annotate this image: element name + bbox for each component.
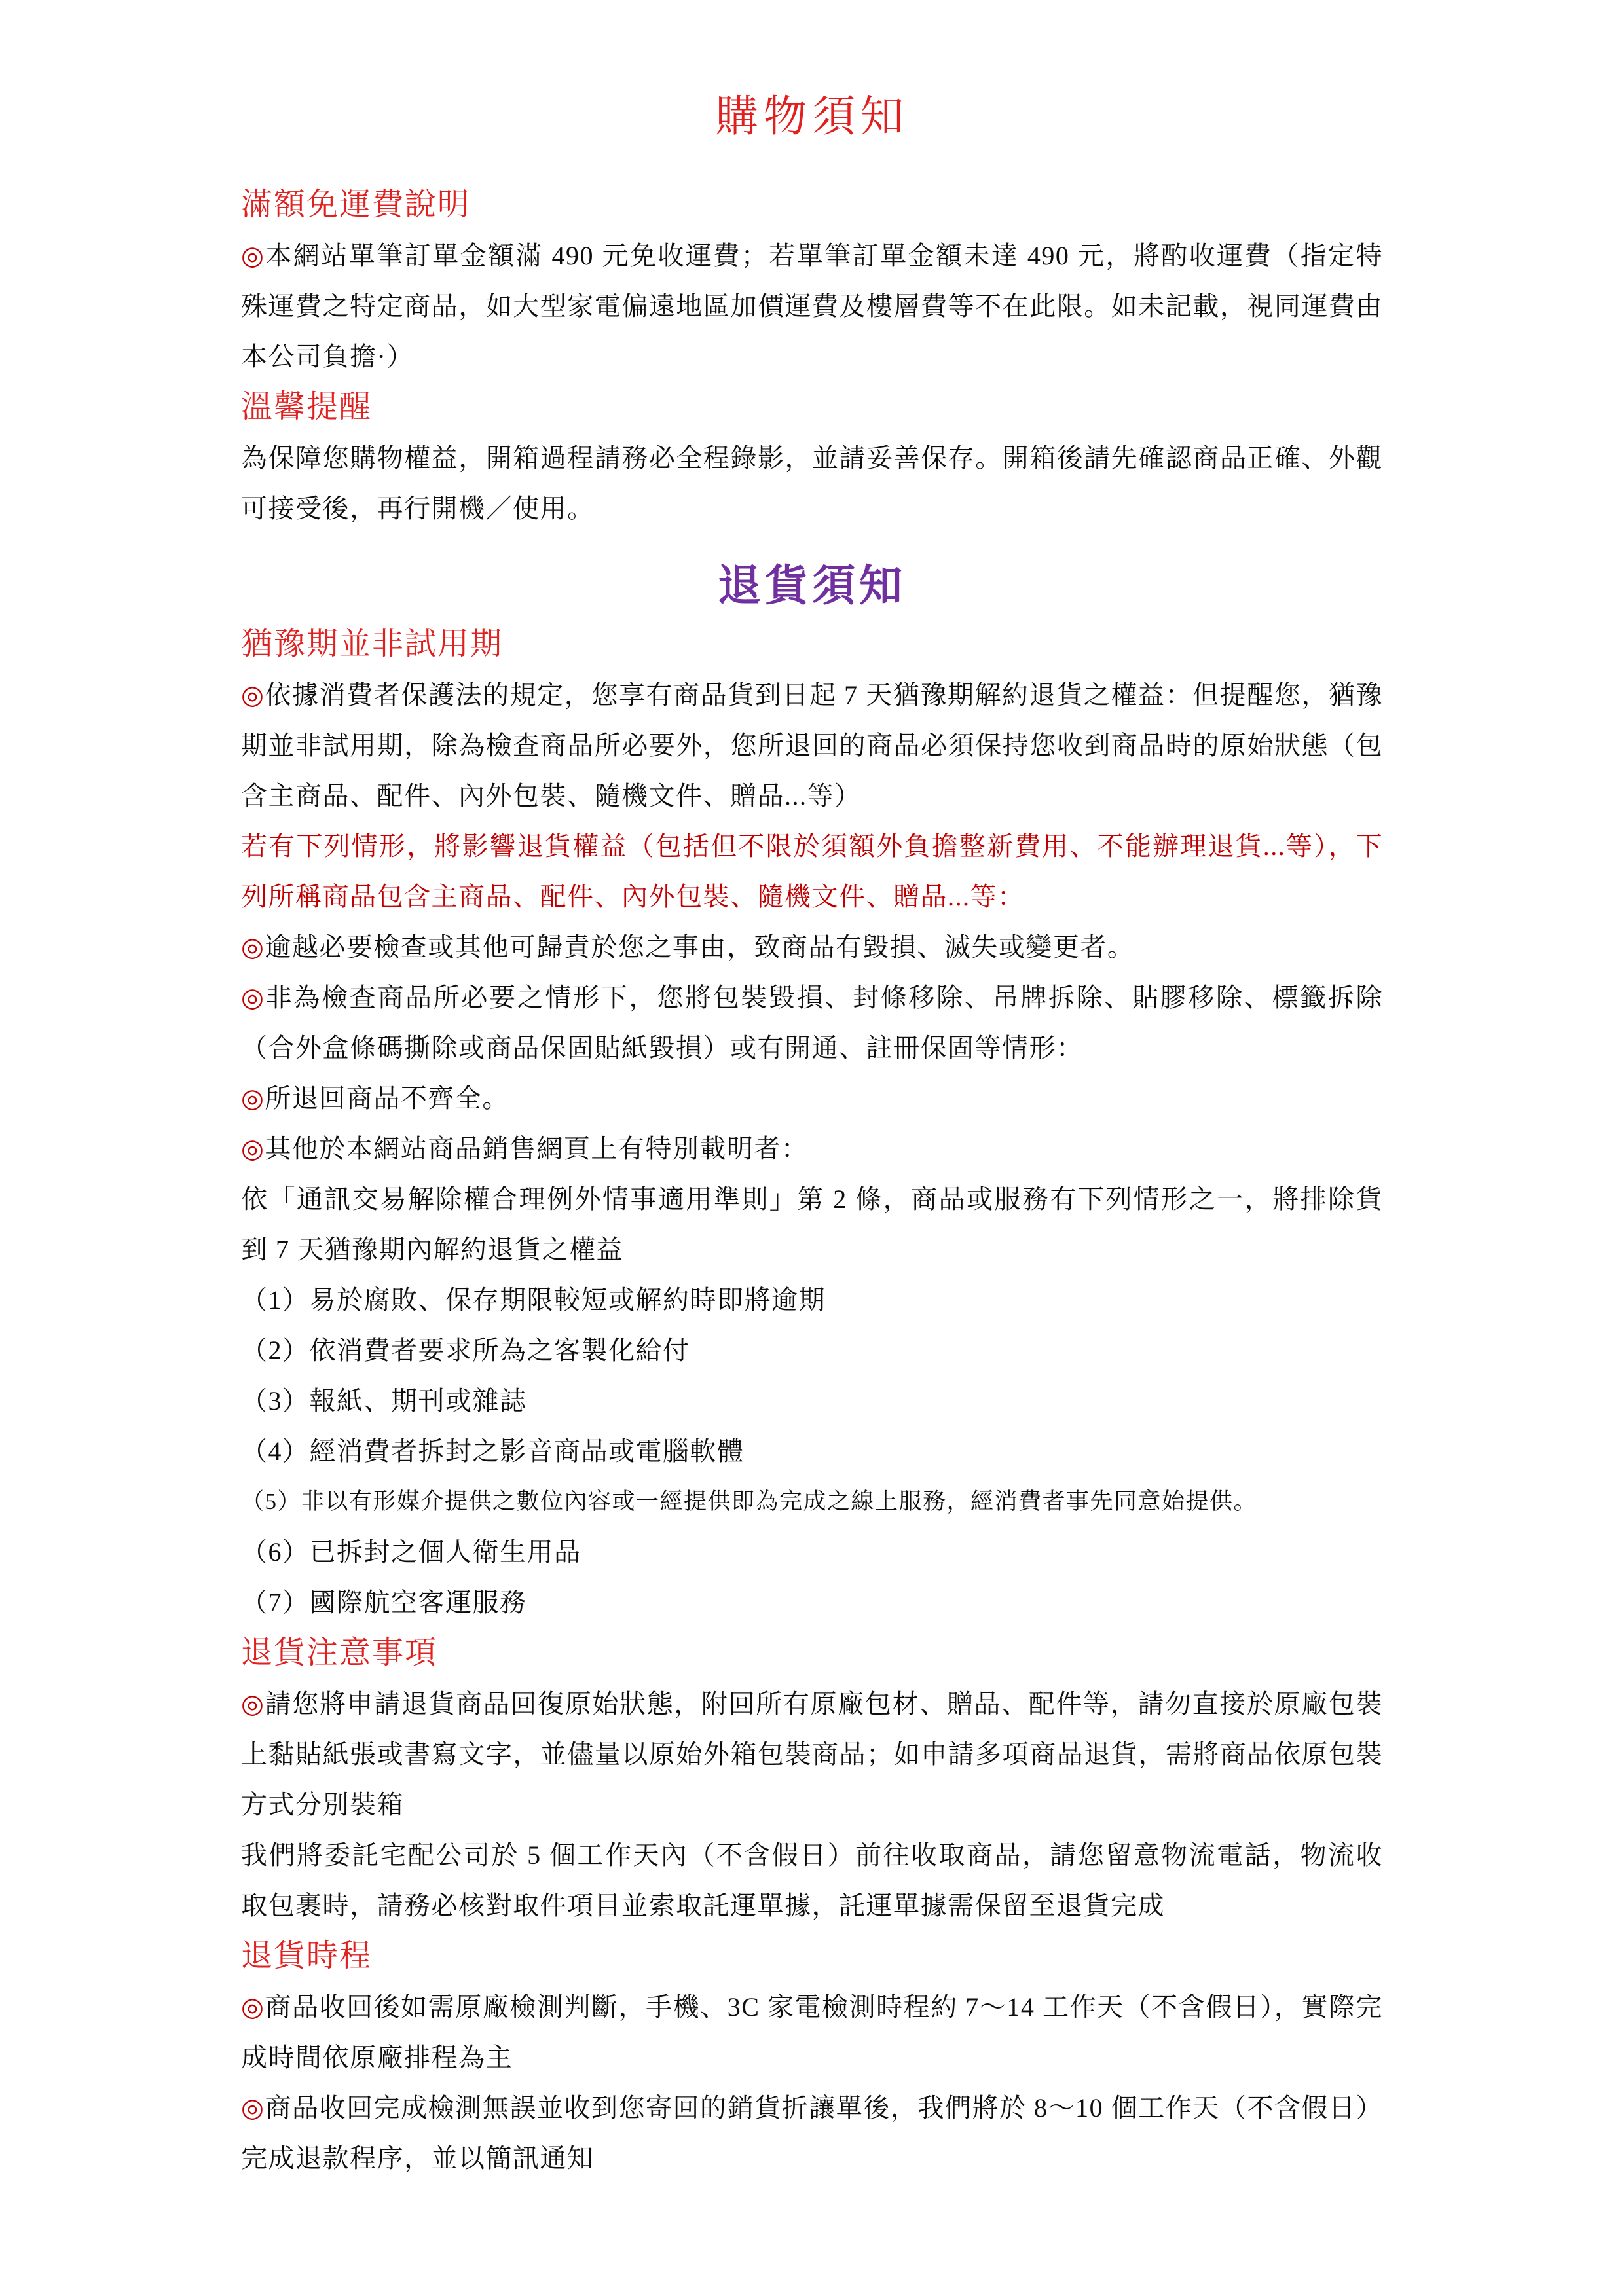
circle-bullet-icon: ◎ [241, 983, 266, 1012]
return-rights-warning-paragraph [241, 821, 1383, 922]
return-notes-pickup-text: 我們將委託宅配公司於 5 個工作天內（不含假日）前往收取商品，請您留意物流電話，物流收取包裹時，請務必核對取件項目並索取託運單據，託運單據需保留至退貨完成 [241, 1840, 1383, 1920]
condition-exceed-inspection-paragraph [241, 922, 1383, 972]
circle-bullet-icon: ◎ [241, 241, 266, 270]
exclusion-item-4: （4）經消費者拆封之影音商品或電腦軟體 [241, 1436, 745, 1466]
exclusion-item-5: （5）非以有形媒介提供之數位內容或一經提供即為完成之線上服務，經消費者事先同意始提供。 [241, 1489, 1258, 1514]
condition-incomplete-return-paragraph [241, 1073, 1383, 1123]
condition-incomplete-return-text: 所退回商品不齊全。 [265, 1084, 509, 1113]
schedule-refund-text: 商品收回完成檢測無誤並收到您寄回的銷貨折讓單後，我們將於 8～10 個工作天（不含假日）完成退款程序，並以簡訊通知 [241, 2093, 1384, 2173]
law-basis-text: 依「通訊交易解除權合理例外情事適用準則」第 2 條，商品或服務有下列情形之一，將排除貨到 7 天猶豫期內解約退貨之權益 [241, 1184, 1383, 1264]
shopping-notice-title: 購物須知 [715, 93, 909, 141]
warm-reminder-text: 為保障您購物權益，開箱過程請務必全程錄影，並請妥善保存。開箱後請先確認商品正確、外觀可接受後，再行開機／使用。 [241, 443, 1383, 523]
return-notice-title: 退貨須知 [718, 561, 906, 610]
warm-reminder-paragraph [241, 433, 1383, 534]
schedule-inspection-text: 商品收回後如需原廠檢測判斷，手機、3C 家電檢測時程約 7～14 工作天（不含假日），實際完成時間依原廠排程為主 [241, 1992, 1383, 2072]
heading-free-shipping: 滿額免運費說明 [241, 187, 471, 222]
exclusion-item-1: （1）易於腐敗、保存期限較短或解約時即將逾期 [241, 1285, 826, 1315]
heading-return-schedule: 退貨時程 [241, 1939, 373, 1973]
heading-warm-reminder: 溫馨提醒 [241, 390, 373, 424]
return-notes-packing-paragraph [241, 1679, 1383, 1830]
hesitation-intro-paragraph [241, 670, 1383, 821]
exclusion-item-2: （2）依消費者要求所為之客製化給付 [241, 1336, 690, 1365]
circle-bullet-icon: ◎ [241, 2093, 265, 2123]
return-rights-warning-text: 若有下列情形，將影響退貨權益（包括但不限於須額外負擔整新費用、不能辦理退貨...等），下列所稱商品包含主商品、配件、內外包裝、隨機文件、贈品...等： [241, 831, 1383, 911]
return-notes-packing-text: 請您將申請退貨商品回復原始狀態，附回所有原廠包材、贈品、配件等，請勿直接於原廠包裝上黏貼紙張或書寫文字，並儘量以原始外箱包裝商品；如申請多項商品退貨，需將商品依原包裝方式分別裝箱 [241, 1689, 1384, 1819]
circle-bullet-icon: ◎ [241, 1689, 265, 1719]
circle-bullet-icon: ◎ [241, 1134, 265, 1163]
condition-packaging-damage-paragraph [241, 972, 1383, 1073]
condition-exceed-inspection-text: 逾越必要檢查或其他可歸責於您之事由，致商品有毀損、滅失或變更者。 [265, 932, 1135, 962]
exclusion-item-3: （3）報紙、期刊或雜誌 [241, 1386, 527, 1415]
circle-bullet-icon: ◎ [241, 1992, 265, 2022]
circle-bullet-icon: ◎ [241, 932, 265, 962]
hesitation-intro-text: 依據消費者保護法的規定，您享有商品貨到日起 7 天猶豫期解約退貨之權益：但提醒您，猶豫期並非試用期，除為檢查商品所必要外，您所退回的商品必須保持您收到商品時的原始狀態（包含主商品、配件、內外包裝、隨機文件、贈品...等） [241, 680, 1384, 811]
heading-return-notes: 退貨注意事項 [241, 1635, 438, 1670]
return-notes-pickup-paragraph [241, 1830, 1383, 1931]
exclusion-item-6: （6）已拆封之個人衛生用品 [241, 1537, 581, 1567]
circle-bullet-icon: ◎ [241, 680, 265, 710]
heading-hesitation-period: 猶豫期並非試用期 [241, 627, 504, 661]
condition-packaging-damage-text: 非為檢查商品所必要之情形下，您將包裝毀損、封條移除、吊牌拆除、貼膠移除、標籤拆除（合外盒條碼撕除或商品保固貼紙毀損）或有開通、註冊保固等情形： [241, 983, 1383, 1063]
circle-bullet-icon: ◎ [241, 1084, 265, 1113]
free-shipping-policy-text: 本網站單筆訂單金額滿 490 元免收運費；若單筆訂單金額未達 490 元，將酌收運費（指定特殊運費之特定商品，如大型家電偏遠地區加價運費及樓層費等不在此限。如未記載，視同運費由本公司負擔·） [241, 241, 1384, 371]
condition-special-notes-paragraph [241, 1123, 1383, 1174]
free-shipping-policy-paragraph [241, 230, 1383, 382]
schedule-inspection-paragraph [241, 1982, 1383, 2083]
schedule-refund-paragraph [241, 2083, 1383, 2183]
exclusion-item-7: （7）國際航空客運服務 [241, 1588, 527, 1617]
condition-special-notes-text: 其他於本網站商品銷售網頁上有特別載明者： [265, 1134, 809, 1163]
law-basis-paragraph [241, 1174, 1383, 1275]
